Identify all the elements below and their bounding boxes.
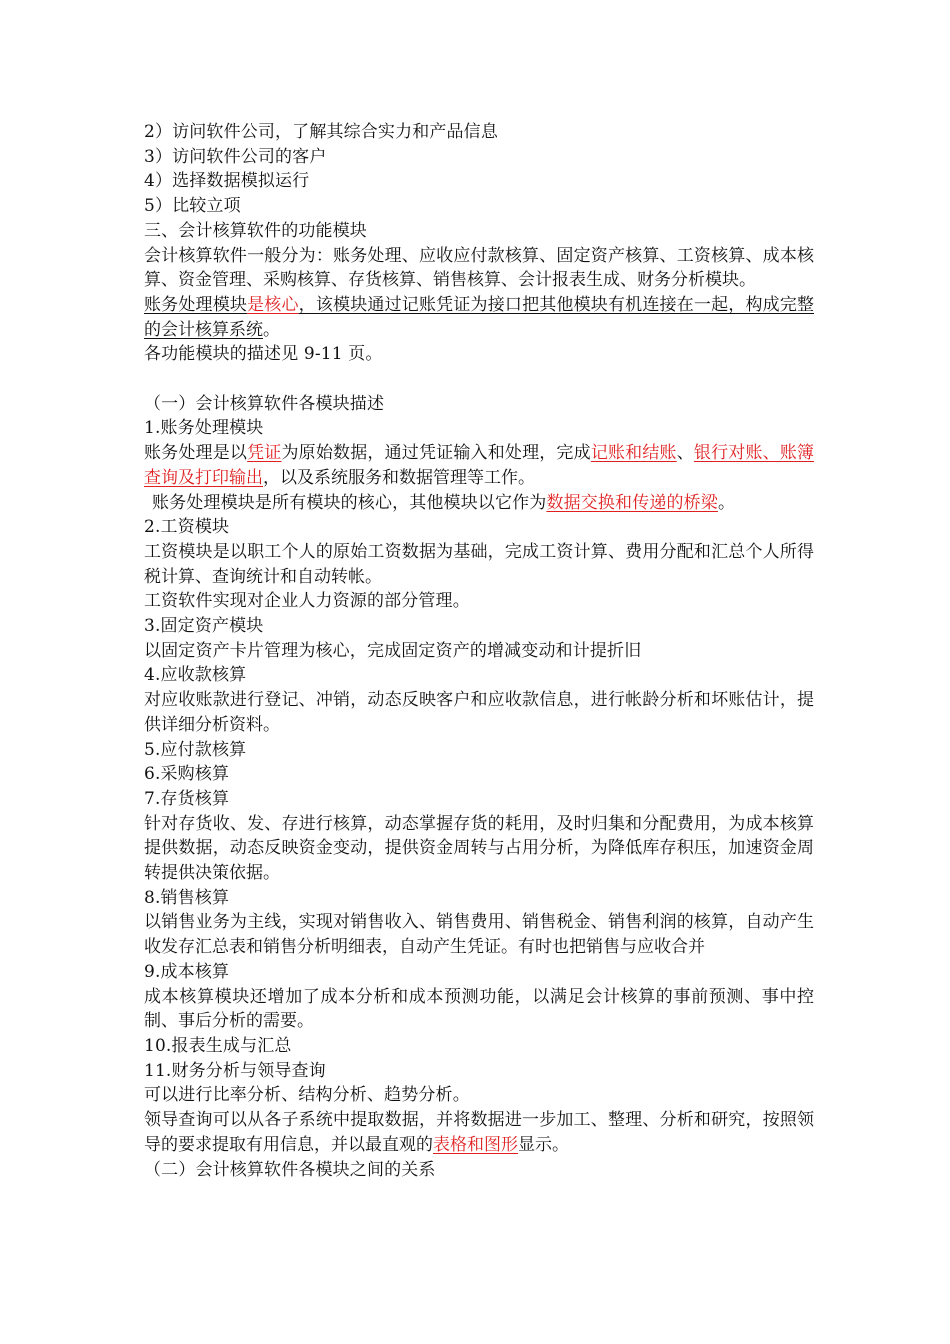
paragraph-leader-query <box>144 1108 814 1157</box>
text-span: 领导查询可以从各子系统中提取数据，并将数据进一步加工、整理、分析和研究，按照领导的要求提取有用信息，并以最直观的 <box>144 1110 814 1155</box>
module-heading-9: 9.成本核算 <box>144 961 230 982</box>
paragraph-modules-overview: 会计核算软件一般分为：账务处理、应收应付款核算、固定资产核算、工资核算、成本核算、资金管理、采购核算、存货核算、销售核算、会计报表生成、财务分析模块。 <box>144 245 814 291</box>
highlight-text: 银行对账、账簿查询及打印输出 <box>144 443 815 488</box>
highlight-text: 是核心 <box>247 294 299 315</box>
text-span: ，以及系统服务和数据管理等工作。 <box>263 467 535 488</box>
paragraph-payroll-hr: 工资软件实现对企业人力资源的部分管理。 <box>144 591 470 612</box>
paragraph-fixed-assets: 以固定资产卡片管理为核心，完成固定资产的增减变动和计提折旧 <box>144 640 642 661</box>
paragraph-reference: 各功能模块的描述见 9-11 页。 <box>144 344 383 365</box>
highlight-text: 表格和图形 <box>433 1134 518 1155</box>
paragraph-receivables: 对应收账款进行登记、冲销，动态反映客户和应收款信息，进行帐龄分析和坏账估计，提供详细分析资料。 <box>144 690 814 735</box>
paragraph-ledger-core <box>144 491 814 516</box>
module-heading-6: 6.采购核算 <box>144 764 230 785</box>
punctuation: 。 <box>263 319 280 340</box>
subsection-heading-2: （二）会计核算软件各模块之间的关系 <box>144 1159 436 1180</box>
paragraph-inventory: 针对存货收、发、存进行核算，动态掌握存货的耗用，及时归集和分配费用，为成本核算提供数据，动态反映资金变动，提供资金周转与占用分析，为降低库存积压，加速资金周转提供决策依据。 <box>144 813 814 884</box>
list-item-2: 2）访问软件公司，了解其综合实力和产品信息 <box>144 122 498 142</box>
text-span: 。 <box>717 492 736 513</box>
paragraph-core-module <box>144 293 814 342</box>
text-span: 为原始数据，通过凭证输入和处理，完成 <box>281 443 591 464</box>
list-item-3: 3）访问软件公司的客户 <box>144 146 327 167</box>
module-heading-11: 11.财务分析与领导查询 <box>144 1060 326 1081</box>
highlight-text: 记账和结账 <box>590 443 677 464</box>
module-heading-5: 5.应付款核算 <box>144 739 247 760</box>
paragraph-analysis: 可以进行比率分析、结构分析、趋势分析。 <box>144 1085 470 1106</box>
list-item-4: 4）选择数据模拟运行 <box>144 171 310 192</box>
blank-line <box>144 367 814 392</box>
module-heading-1: 1.账务处理模块 <box>144 418 264 439</box>
text-span: 账务处理是以 <box>144 443 248 464</box>
underlined-text: 账务处理模块 <box>144 294 248 315</box>
module-heading-3: 3.固定资产模块 <box>144 616 264 637</box>
module-heading-7: 7.存货核算 <box>144 788 230 809</box>
subsection-heading-1: （一）会计核算软件各模块描述 <box>144 393 385 414</box>
paragraph-payroll: 工资模块是以职工个人的原始工资数据为基础，完成工资计算、费用分配和汇总个人所得税计算、查询统计和自动转帐。 <box>144 541 814 587</box>
text-span: 账务处理模块是所有模块的核心，其他模块以它作为 <box>152 492 547 513</box>
paragraph-sales: 以销售业务为主线，实现对销售收入、销售费用、销售税金、销售利润的核算，自动产生收发存汇总表和销售分析明细表，自动产生凭证。有时也把销售与应收合并 <box>144 912 814 958</box>
paragraph-cost: 成本核算模块还增加了成本分析和成本预测功能，以满足会计核算的事前预测、事中控制、事后分析的需要。 <box>144 986 814 1032</box>
text-span: 显示。 <box>518 1134 569 1155</box>
highlight-text: 数据交换和传递的桥梁 <box>546 492 718 513</box>
module-heading-4: 4.应收款核算 <box>144 665 247 686</box>
text-span: 、 <box>676 443 694 464</box>
module-heading-2: 2.工资模块 <box>144 517 230 538</box>
list-item-5: 5）比较立项 <box>144 196 241 217</box>
section-heading-3: 三、会计核算软件的功能模块 <box>144 220 367 241</box>
module-heading-10: 10.报表生成与汇总 <box>144 1036 292 1056</box>
document-page <box>144 120 814 1182</box>
paragraph-ledger-module <box>144 441 814 490</box>
highlight-text: 凭证 <box>247 443 282 464</box>
underlined-text: ，该模块通过记账凭证为接口把其他模块有机连接在一起，构成完整的会计核算系统 <box>144 294 815 340</box>
module-heading-8: 8.销售核算 <box>144 887 230 908</box>
